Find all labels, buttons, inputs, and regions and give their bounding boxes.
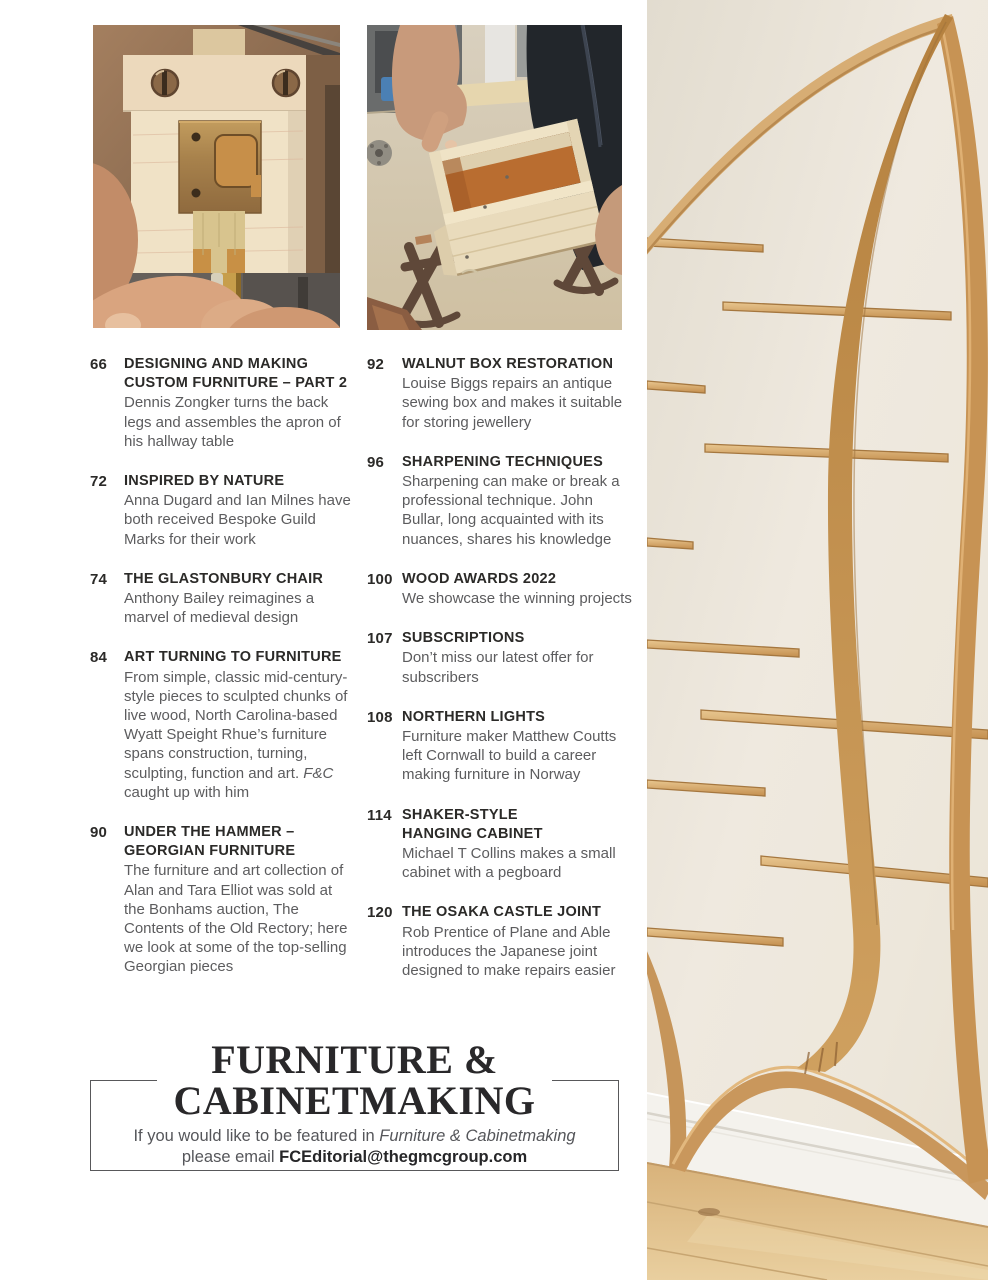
entry-body	[402, 570, 633, 608]
entry-body	[124, 355, 354, 451]
entry-body	[124, 570, 354, 628]
entry-title: INSPIRED BY NATURE	[124, 473, 285, 490]
entry-title: ART TURNING TO FURNITURE	[124, 649, 342, 666]
toc-entry-100	[367, 570, 633, 608]
entry-title: SHARPENING TECHNIQUES	[402, 453, 604, 470]
entry-number: 66	[90, 356, 108, 373]
entry-description: Anna Dugard and Ian Milnes have both received Bespoke Guild Marks for their work	[124, 492, 351, 548]
toc-left-column	[90, 355, 354, 998]
entry-number: 114	[367, 806, 392, 824]
entry-title: WOOD AWARDS 2022	[402, 570, 557, 587]
footer-note	[91, 1126, 618, 1168]
footer-note-line-1: If you would like to be featured in Furniture & Cabinetmaking	[133, 1127, 576, 1145]
entry-description: Dennis Zongker turns the back legs and assembles the apron of his hallway table	[124, 394, 341, 450]
entry-description: Don’t miss our latest offer for subscribers	[402, 649, 594, 686]
toc-entry-90	[90, 823, 354, 977]
toc-entry-84	[90, 648, 354, 802]
entry-body	[402, 629, 633, 687]
photo-box-on-stand	[367, 25, 622, 330]
entry-number: 120	[367, 904, 393, 922]
entry-title: SUBSCRIPTIONS	[402, 630, 525, 647]
entry-title: NORTHERN LIGHTS	[402, 708, 546, 725]
entry-title: SHAKER-STYLE HANGING CABINET	[402, 806, 543, 842]
toc-entry-107	[367, 629, 633, 687]
entry-body	[402, 903, 633, 980]
curved-shelf-illustration	[647, 0, 988, 1280]
footer-note-line-2: please email FCEditorial@thegmcgroup.com	[181, 1148, 528, 1166]
entry-description: Louise Biggs repairs an antique sewing box and makes it suitable for storing jewellery	[402, 375, 623, 431]
toc-entry-120	[367, 903, 633, 980]
magazine-name-italic: Furniture & Cabinetmaking	[379, 1127, 576, 1145]
entry-description: Anthony Bailey reimagines a marvel of medieval design	[124, 590, 315, 627]
toc-entry-92	[367, 355, 633, 432]
entry-number: 72	[90, 473, 108, 491]
photo-box-on-stand-illustration	[367, 25, 622, 330]
entry-number: 74	[90, 570, 108, 588]
toc-right-column	[367, 355, 633, 1001]
entry-number: 90	[90, 824, 108, 842]
entry-number: 107	[367, 630, 393, 648]
entry-body	[402, 355, 633, 432]
toc-entry-114	[367, 806, 633, 883]
entry-body	[124, 823, 354, 977]
entry-description: Furniture maker Matthew Coutts left Cornwall to build a career making furniture in Norway	[402, 728, 617, 784]
editorial-email: FCEditorial@thegmcgroup.com	[279, 1148, 528, 1166]
entry-body	[124, 648, 354, 802]
masthead-line-2: CABINETMAKING	[173, 1078, 536, 1123]
entry-number: 92	[367, 356, 385, 373]
entry-number: 108	[367, 708, 393, 726]
entry-description: Sharpening can make or break a professional technique. John Bullar, long acquainted with its nuances, shares his knowledge	[402, 473, 620, 548]
entry-title: WALNUT BOX RESTORATION	[402, 356, 614, 372]
footer-box	[90, 1037, 619, 1171]
entry-body	[402, 708, 633, 785]
entry-body	[402, 453, 633, 549]
entry-description: Michael T Collins makes a small cabinet with a pegboard	[402, 845, 616, 882]
toc-entry-108	[367, 708, 633, 785]
photo-brass-catch	[93, 25, 340, 328]
entry-title: THE GLASTONBURY CHAIR	[124, 570, 324, 587]
entry-title: UNDER THE HAMMER – GEORGIAN FURNITURE	[124, 824, 296, 860]
toc-entry-72	[90, 472, 354, 549]
screw-left-icon	[152, 70, 178, 96]
entry-description: The furniture and art collection of Alan and Tara Elliot was sold at the Bonhams auction, The Contents of the Old Rectory; here we look at some of the top-selling Georgian pieces	[124, 862, 348, 976]
toc-entry-74	[90, 570, 354, 628]
masthead-logo	[157, 1039, 551, 1121]
toc-entry-96	[367, 453, 633, 549]
entry-description: Rob Prentice of Plane and Able introduces the Japanese joint designed to make repairs easier	[402, 923, 616, 980]
entry-number: 84	[90, 649, 108, 667]
entry-number: 100	[367, 570, 393, 588]
entry-title: THE OSAKA CASTLE JOINT	[402, 904, 602, 921]
toc-entry-66	[90, 355, 354, 451]
masthead-wrap	[91, 1039, 618, 1121]
photo-brass-catch-illustration	[93, 25, 340, 328]
entry-description: We showcase the winning projects	[402, 590, 632, 608]
masthead-line-1: FURNITURE &	[211, 1037, 498, 1082]
screw-right-icon	[273, 70, 299, 96]
entry-number: 96	[367, 453, 385, 471]
entry-body	[402, 806, 633, 883]
photo-curved-shelf-hero	[647, 0, 988, 1280]
entry-title: DESIGNING AND MAKING CUSTOM FURNITURE – PART 2	[124, 356, 348, 392]
entry-body	[124, 472, 354, 549]
entry-description: From simple, classic mid-century-style pieces to sculpted chunks of live wood, North Carolina-based Wyatt Speight Rhue’s furniture spans construction, turning, sculpting, function and art. F&C caught up with him	[124, 668, 348, 801]
